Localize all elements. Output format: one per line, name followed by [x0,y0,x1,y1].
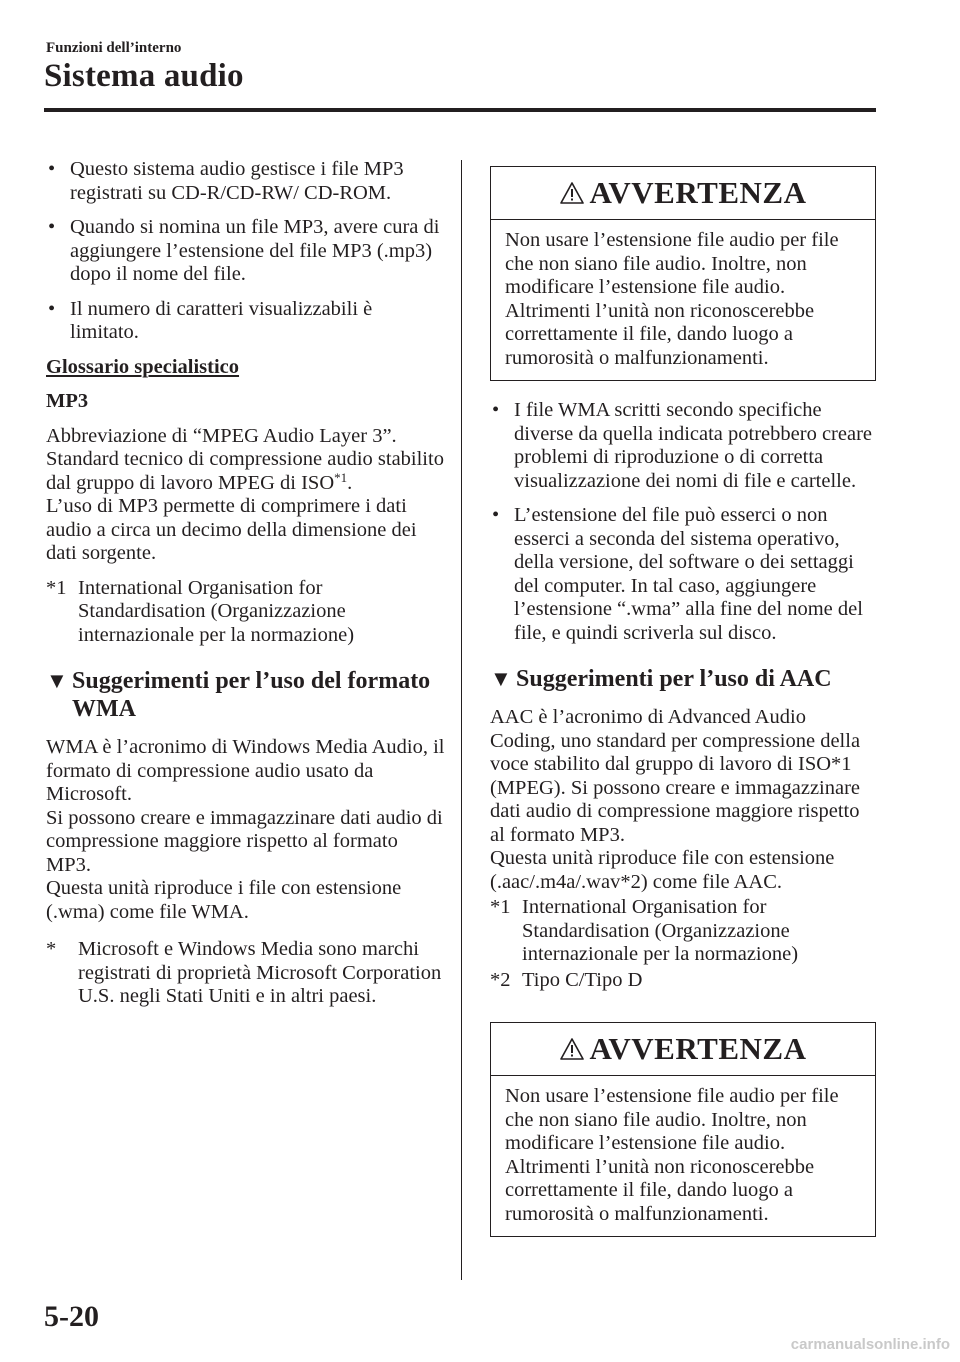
list-item-text: Questo sistema audio gestisce i file MP3 registrati su CD-R/CD-RW/ CD-ROM. [70,158,404,204]
list-item [46,158,446,205]
section-category: Funzioni dell’interno [46,40,182,56]
list-item-text: Il numero di caratteri visualizzabili è limitato. [70,297,373,343]
warning-header [491,1023,875,1076]
footnote-mark: *2 [490,968,511,991]
column-divider [461,160,462,1280]
list-item-text: I file WMA scritti secondo specifiche diverse da quella indicata potrebbero creare problemi di riproduzione o di corretta visualizzazione dei nomi di file e cartelle. [514,399,872,492]
wma-text-2: Si possono creare e immagazzinare dati audio di compressione maggiore rispetto al formato MP3. [46,806,443,876]
left-column [46,158,446,1011]
warning-box [490,1022,876,1237]
header-rule [44,108,876,112]
list-item-text: L’estensione del file può esserci o non esserci a seconda del sistema operativo, della versione, del software o dei settaggi del computer. In tal caso, aggiungere l’estensione “.wma” alla fine del nome del file, e quindi scriverla sul disco. [514,504,863,644]
warning-box [490,166,876,381]
aac-text-1: AAC è l’acronimo di Advanced Audio Coding, uno standard per compressione della voce stabilito dal gruppo di lavoro di ISO*1 (MPEG). Si possono creare e immagazzinare dati audio di compressione maggiore rispetto al formato MP3. [490,706,861,846]
bullet-glyph: • [492,399,500,421]
warning-triangle-icon [560,181,584,205]
bullet-glyph: • [492,504,500,526]
footnote-mark: *1 [46,576,67,599]
bullet-glyph: • [48,297,56,320]
list-item-text: Quando si nomina un file MP3, avere cura di aggiungere l’estensione del file MP3 (.mp3) dopo il nome del file. [70,216,440,285]
footnote-text: Microsoft e Windows Media sono marchi registrati di proprietà Microsoft Corporation U.S. negli Stati Uniti e in altri paesi. [78,938,442,1007]
footnote-text: International Organisation for Standardisation (Organizzazione internazionale per la normazione) [78,576,355,646]
right-column [490,166,876,1255]
watermark: carmanualsonline.info [790,1336,950,1353]
footnote [490,896,876,967]
bullet-glyph: • [48,158,56,180]
mp3-definition-end: . [347,471,353,494]
mp3-definition-text-2: L’uso di MP3 permette di comprimere i dati audio a circa un decimo della dimensione dei dati sorgente. [46,495,417,564]
wma-paragraph [46,736,446,924]
footnote-mark: *1 [490,896,511,918]
aac-heading-text: Suggerimenti per l’uso di AAC [516,666,832,692]
footnote-mark: * [46,938,57,960]
footnote-text: Tipo C/Tipo D [522,968,643,991]
footnote [46,577,446,648]
list-item [46,216,446,287]
wma-text-1: WMA è l’acronimo di Windows Media Audio, il formato di compressione audio usato da Microsoft. [46,736,445,805]
warning-title: AVVERTENZA [589,175,807,211]
list-item [490,399,876,493]
triangle-down-icon: ▼ [490,666,512,691]
aac-text-2: Questa unità riproduce file con estensione (.aac/.m4a/.wav*2) come file AAC. [490,847,835,893]
warning-triangle-icon [560,1037,584,1061]
mp3-definition [46,425,446,566]
mp3-definition-text: Abbreviazione di “MPEG Audio Layer 3”. Standard tecnico di compressione audio stabilito dal gruppo di lavoro MPEG di ISO [46,424,444,494]
glossary-heading: Glossario specialistico [46,355,240,378]
wma-text-3: Questa unità riproduce i file con estensione (.wma) come file WMA. [46,877,402,923]
page-number: 5-20 [44,1300,99,1333]
warning-text: Non usare l’estensione file audio per file che non siano file audio. Inoltre, non modificare l’estensione file audio. Altrimenti l’unità non riconoscerebbe correttamente il file, dando luogo a rumorosità o malfunzionamenti. [505,229,839,369]
footnote-text: International Organisation for Standardisation (Organizzazione internazionale per la normazione) [522,896,799,965]
bullet-glyph: • [48,216,56,238]
warning-text: Non usare l’estensione file audio per file che non siano file audio. Inoltre, non modificare l’estensione file audio. Altrimenti l’unità non riconoscerebbe correttamente il file, dando luogo a rumorosità o malfunzionamenti. [505,1085,839,1225]
aac-heading [490,665,876,693]
list-item [46,298,446,345]
triangle-down-icon: ▼ [46,668,68,693]
page-title: Sistema audio [44,58,244,94]
warning-title: AVVERTENZA [589,1031,807,1067]
warning-header [491,167,875,220]
list-item [490,504,876,645]
footnote-ref: *1 [334,469,348,485]
wma-heading [46,667,446,723]
footnote [46,938,446,1009]
aac-paragraph [490,706,876,894]
wma-heading-text: Suggerimenti per l’uso del formato WMA [72,668,431,722]
footnote [490,969,876,993]
glossary-term-mp3: MP3 [46,390,89,412]
